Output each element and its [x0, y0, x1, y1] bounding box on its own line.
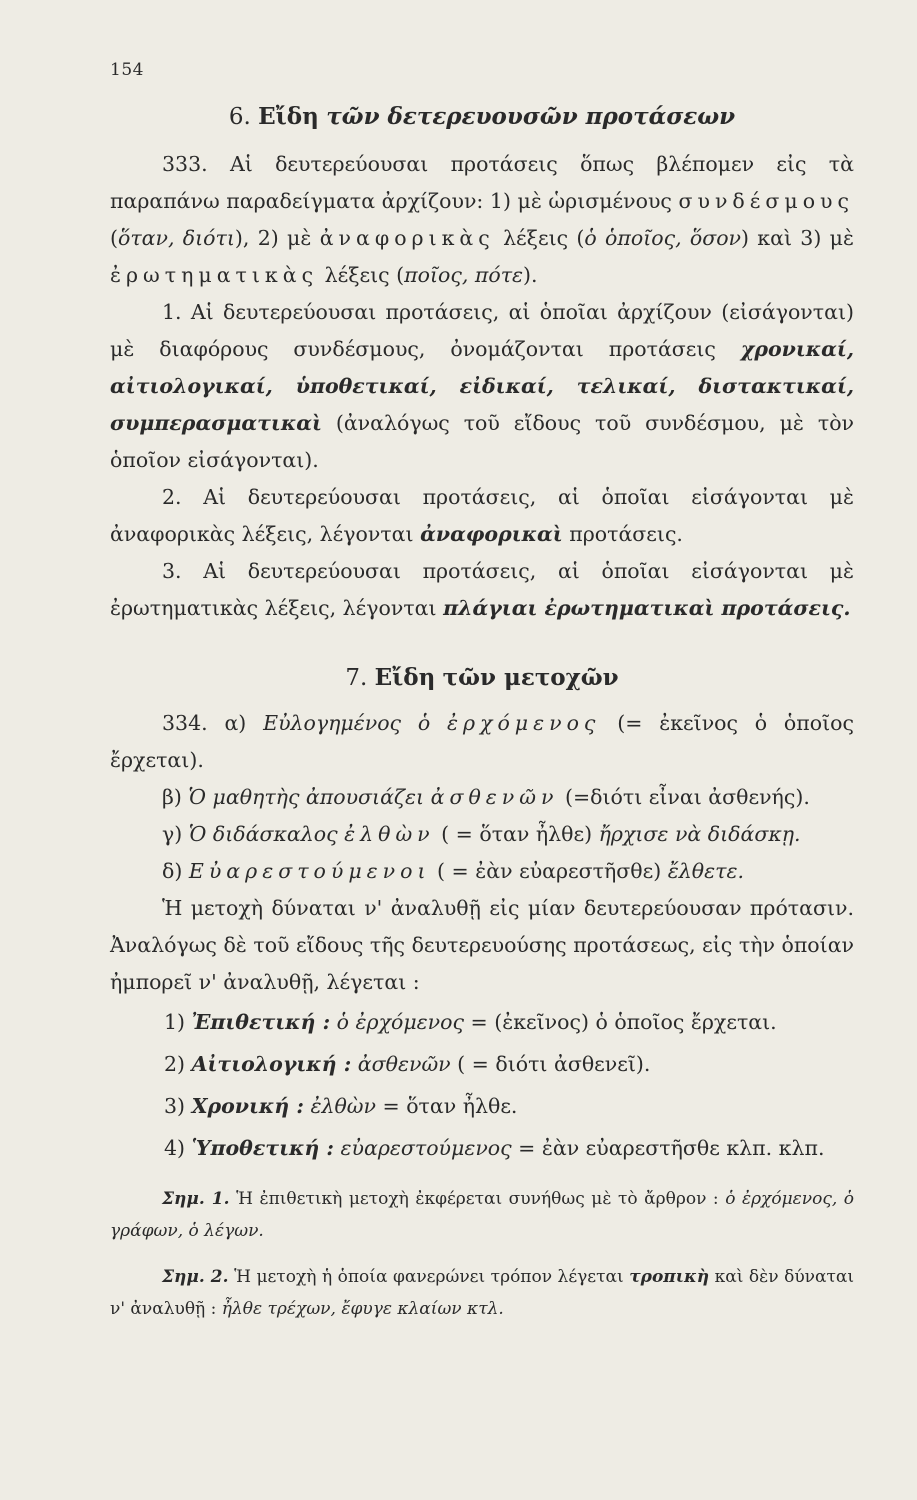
p2-lead: 2. Αἱ δευτερεύουσαι προτάσεις, αἱ ὁποῖαι εἰσάγονται μὲ ἀναφορικὰς λέξεις, λέγονται: [110, 485, 854, 546]
page-number: 154: [110, 60, 144, 80]
p2-tail: προτάσεις.: [569, 522, 683, 546]
list-gloss: = (ἐκεῖνος) ὁ ὁποῖος ἔρχεται.: [470, 1010, 777, 1034]
p2-bold-term: ἀναφορικαὶ: [420, 522, 563, 546]
p333-italic-1: ὅταν, διότι: [118, 226, 235, 250]
p334-b-italic: Ὁ μαθητὴς ἀπουσιάζει: [188, 785, 425, 809]
p334-a-italic: Εὐλογημένος ὁ: [263, 711, 431, 735]
p333-close-3: ).: [523, 263, 538, 287]
p334-d-spaced: Εὐαρεστούμενοι: [188, 859, 431, 883]
section-6-title-word: Εἴδη: [258, 103, 319, 130]
paragraph-3: [110, 553, 854, 627]
list-gloss: = ἐὰν εὐαρεστῆσθε κλπ. κλπ.: [518, 1136, 825, 1160]
list-label: Ὑποθετική :: [191, 1136, 334, 1160]
paragraph-334-c: [110, 816, 854, 853]
note-1-label: Σημ. 1.: [162, 1189, 230, 1209]
text-block: [110, 96, 854, 1325]
paragraph-metoxi: Ἡ μετοχὴ δύναται ν' ἀναλυθῇ εἰς μίαν δευτερεύουσαν πρότασιν. Ἀναλόγως δὲ τοῦ εἴδους τῆς δευτερευούσης προτάσεως, εἰς τὴν ὁποίαν ἠμπορεῖ ν' ἀναλυθῇ, λέγεται :: [110, 896, 854, 994]
p334-b-lead: β): [162, 785, 182, 809]
note-2-mid: καὶ δὲν δύναται ν' ἀναλυθῇ :: [110, 1267, 855, 1319]
note-2-lead: Ἡ μετοχὴ ἡ ὁποία φανερώνει τρόπον λέγεται: [234, 1267, 624, 1287]
paragraph-334-d: [110, 853, 854, 890]
note-1-examples: ὁ ἐρχόμενος, ὁ γράφων, ὁ λέγων.: [110, 1189, 855, 1241]
list-number: 3): [164, 1094, 186, 1118]
paragraph-1: [110, 294, 854, 479]
p334-a-spaced: ἐρχόμενος: [446, 711, 601, 735]
note-2-label: Σημ. 2.: [162, 1267, 229, 1287]
p3-bold-term: πλάγιαι ἐρωτηματικαὶ προτάσεις.: [443, 596, 851, 620]
p334-c-mid: ( = ὅταν ἦλθε): [441, 822, 593, 846]
list-item: [110, 1001, 854, 1043]
p334-a-tail: (= ἐκεῖνος ὁ ὁποῖος ἔρχεται).: [110, 711, 854, 772]
p333-lead: 333. Αἱ δευτερεύουσαι προτάσεις ὅπως βλέπομεν εἰς τὰ παραπάνω παραδείγματα ἀρχίζουν: 1) μὲ ὡρισμένους: [110, 152, 854, 213]
p1-bold-terms: χρονικαί, αἰτιολογικαί, ὑποθετικαί, εἰδικαί, τελικαί, διστακτικαί, συμπερασματικαὶ: [110, 337, 854, 435]
p334-d-italic: ἔλθετε.: [667, 859, 744, 883]
paragraph-334-a: [110, 705, 854, 779]
paragraph-333: [110, 146, 854, 294]
p1-tail: (ἀναλόγως τοῦ εἴδους τοῦ συνδέσμου, μὲ τὸν ὁποῖον εἰσάγονται).: [110, 411, 854, 472]
section-7-title: [110, 657, 854, 699]
p334-b-tail: (=διότι εἶναι ἀσθενής).: [564, 785, 810, 809]
p333-italic-2: ὁ ὁποῖος, ὅσον: [584, 226, 742, 250]
p333-mid-2: λέξεις (: [324, 263, 405, 287]
list-label: Αἰτιολογική :: [191, 1052, 352, 1076]
p333-close-2: ) καὶ 3) μὲ: [741, 226, 854, 250]
note-2-bold: τροπικὴ: [629, 1267, 710, 1287]
note-1-text: Ἡ ἐπιθετικὴ μετοχὴ ἐκφέρεται συνήθως μὲ τὸ ἄρθρον :: [236, 1189, 719, 1209]
list-item: [110, 1043, 854, 1085]
p334-c-italic-2: ἤρχισε νὰ διδάσκῃ.: [598, 822, 801, 846]
p334-c-italic: Ὁ διδάσκαλος: [188, 822, 338, 846]
list-example: ὁ ἐρχόμενος: [336, 1010, 464, 1034]
p333-open: (: [110, 226, 118, 250]
list-example: εὐαρεστούμενος: [340, 1136, 512, 1160]
section-7-title-rest: τῶν μετοχῶν: [442, 664, 619, 691]
list-number: 2): [164, 1052, 186, 1076]
list-label: Χρονική :: [191, 1094, 304, 1118]
section-7-number: 7.: [345, 665, 368, 691]
p3-lead: 3. Αἱ δευτερεύουσαι προτάσεις, αἱ ὁποῖαι εἰσάγονται μὲ ἐρωτηματικὰς λέξεις, λέγονται: [110, 559, 854, 620]
section-6-title-rest: τῶν δετερευουσῶν προτάσεων: [326, 103, 736, 130]
list-gloss: = ὅταν ἦλθε.: [382, 1094, 518, 1118]
p333-italic-3: ποῖος, πότε: [404, 263, 524, 287]
list-item: [110, 1085, 854, 1127]
p333-spaced-3: ἐρωτηματικὰς: [110, 263, 319, 287]
list-number: 1): [164, 1010, 186, 1034]
p334-c-lead: γ): [162, 822, 183, 846]
list-number: 4): [164, 1136, 186, 1160]
section-7-title-word: Εἴδη: [374, 664, 436, 691]
section-6-title: [110, 96, 854, 138]
p1-lead: 1. Αἱ δευτερεύουσαι προτάσεις, αἱ ὁποῖαι ἀρχίζουν (εἰσάγονται) μὲ διαφόρους συνδέσμους, ὀνομάζονται προτάσεις: [110, 300, 854, 361]
paragraph-2: [110, 479, 854, 553]
list-example: ἀσθενῶν: [357, 1052, 451, 1076]
p333-spaced-1: συνδέσμους: [678, 189, 854, 213]
p333-close-1: ), 2) μὲ: [234, 226, 312, 250]
list-gloss: ( = διότι ἀσθενεῖ).: [457, 1052, 651, 1076]
p333-spaced-2: ἀναφορικὰς: [319, 226, 495, 250]
p334-b-spaced: ἀσθενῶν: [430, 785, 559, 809]
p334-d-mid: ( = ἐὰν εὐαρεστῆσθε): [437, 859, 662, 883]
note-2: [110, 1261, 854, 1325]
section-6-number: 6.: [228, 104, 251, 130]
list-example: ἐλθὼν: [310, 1094, 376, 1118]
paragraph-334-b: [110, 779, 854, 816]
p333-mid: λέξεις (: [503, 226, 585, 250]
note-1: [110, 1183, 854, 1247]
list-item: [110, 1127, 854, 1169]
p334-a-lead: 334. α): [162, 711, 247, 735]
list-label: Ἐπιθετική :: [191, 1010, 331, 1034]
p334-d-lead: δ): [162, 859, 183, 883]
p334-c-spaced: ἐλθὼν: [344, 822, 435, 846]
note-2-examples: ἦλθε τρέχων, ἔφυγε κλαίων κτλ.: [221, 1299, 504, 1319]
